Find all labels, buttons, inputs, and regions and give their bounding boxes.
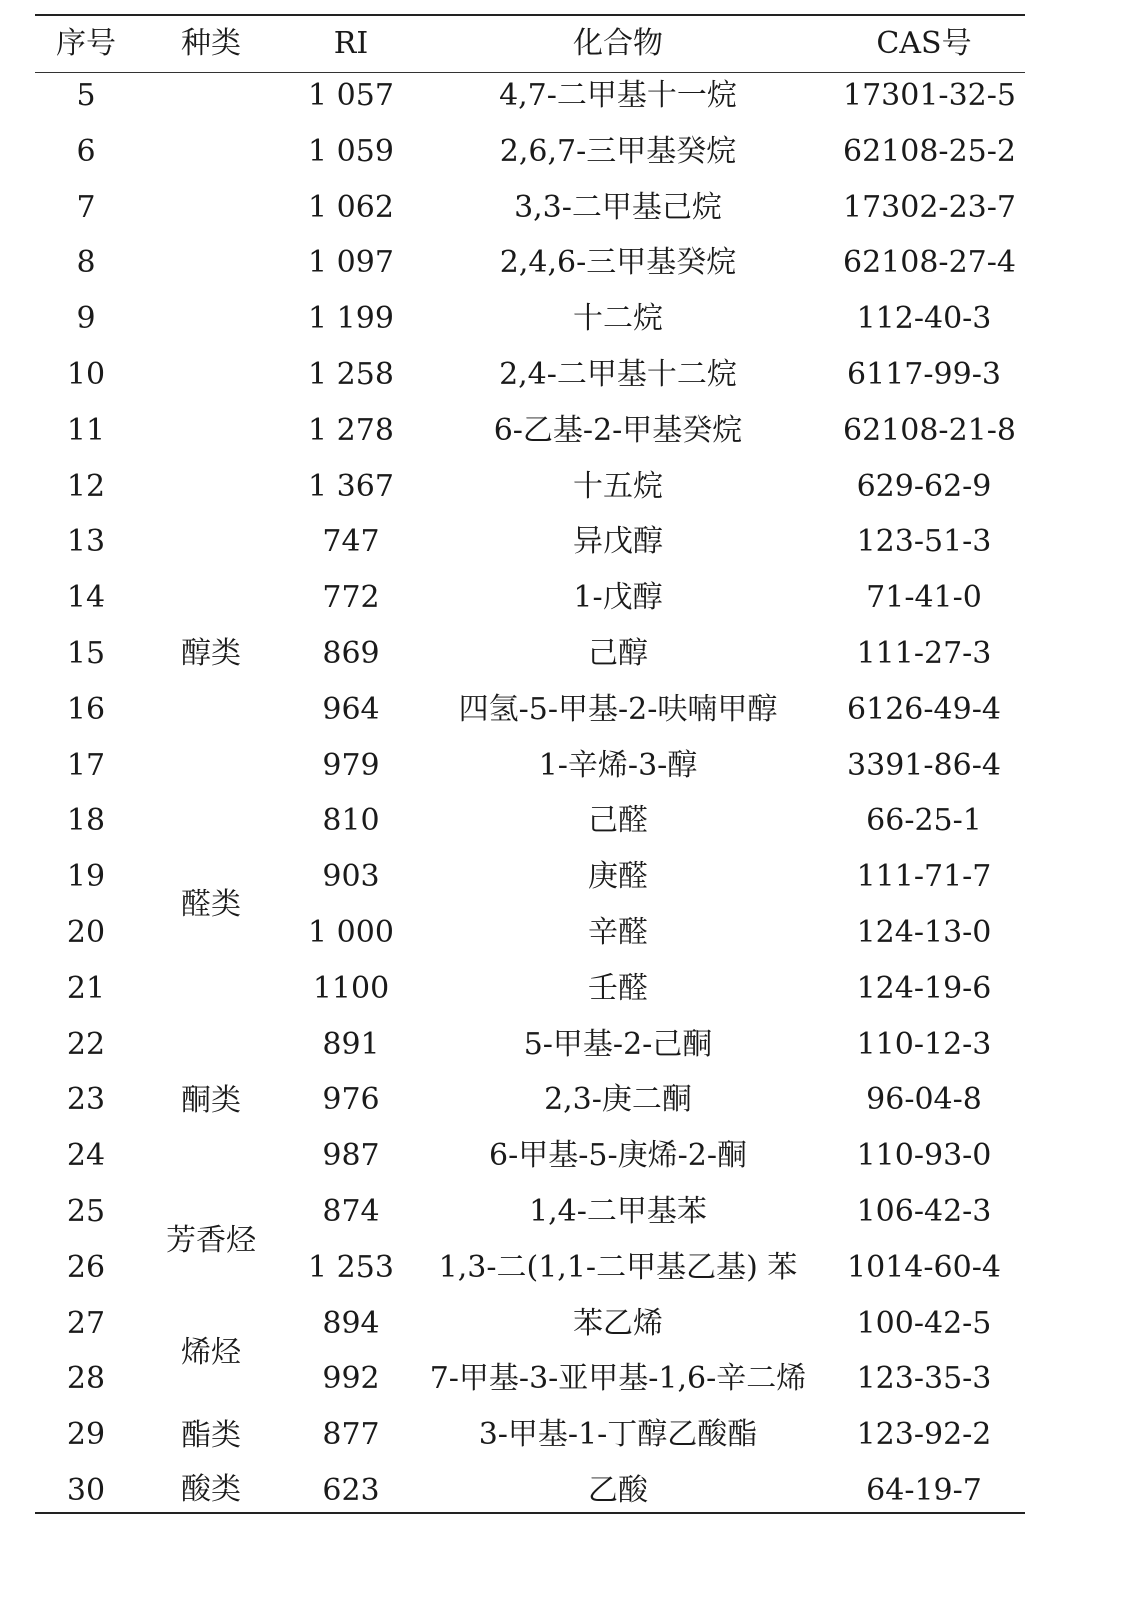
cell-seq: 9 [76,301,96,337]
cell-seq: 12 [66,468,106,504]
cell-seq: 29 [66,1417,106,1453]
group-label: 酮类 [181,1083,241,1118]
cell-ri: 1 062 [308,189,394,225]
cell-cas: 96-04-8 [866,1082,982,1118]
cell-compound: 十二烷 [573,301,663,337]
cell-seq: 5 [76,78,96,113]
cell-compound: 己醛 [588,803,648,839]
cell-compound: 2,6,7-三甲基癸烷 [499,133,737,169]
cell-ri: 772 [322,580,380,616]
cell-cas: 100-42-5 [856,1305,992,1341]
group-label: 酸类 [181,1472,241,1507]
header-kind: 种类 [181,26,241,61]
cell-cas: 66-25-1 [866,803,982,839]
cell-cas: 110-93-0 [856,1138,992,1174]
cell-compound: 乙酸 [588,1473,648,1508]
cell-ri: 869 [322,636,380,671]
group-label: 酯类 [181,1418,241,1453]
cell-cas: 17302-23-7 [843,189,1016,225]
cell-cas: 62108-27-4 [843,245,1016,281]
group-label: 芳香烃 [166,1223,256,1258]
cell-compound: 1,3-二(1,1-二甲基乙基) 苯 [438,1249,798,1285]
cell-seq: 25 [66,1194,106,1229]
cell-compound: 6-乙基-2-甲基癸烷 [493,412,743,448]
cell-cas: 124-19-6 [856,970,992,1006]
cell-seq: 22 [66,1026,106,1062]
cell-seq: 26 [66,1249,106,1285]
cell-seq: 28 [66,1361,106,1397]
cell-compound: 异戊醇 [573,524,663,560]
cell-cas: 1014-60-4 [847,1249,1001,1285]
cell-seq: 7 [76,189,96,225]
cell-compound: 7-甲基-3-亚甲基-1,6-辛二烯 [429,1361,807,1397]
cell-seq: 15 [66,636,106,671]
cell-cas: 112-40-3 [856,301,992,337]
cell-compound: 5-甲基-2-己酮 [523,1026,713,1062]
cell-compound: 4,7-二甲基十一烷 [499,78,737,113]
cell-cas: 123-35-3 [856,1361,992,1397]
cell-ri: 1100 [312,970,390,1006]
cell-seq: 16 [66,691,106,727]
group-label: 醛类 [181,887,241,922]
cell-compound: 庚醛 [588,859,648,895]
cell-compound: 1-戊醇 [573,580,663,616]
cell-seq: 27 [66,1305,106,1341]
cell-compound: 己醇 [588,636,648,671]
cell-seq: 17 [66,747,106,783]
cell-ri: 979 [322,747,380,783]
cell-compound: 壬醛 [588,970,648,1006]
cell-compound: 3-甲基-1-丁醇乙酸酯 [478,1417,758,1453]
cell-ri: 747 [322,524,380,560]
cell-cas: 64-19-7 [866,1473,982,1508]
cell-compound: 辛醛 [588,915,648,950]
header-seq: 序号 [56,26,116,61]
cell-ri: 976 [322,1082,380,1118]
group-label: 烯烃 [181,1335,241,1370]
cell-ri: 1 258 [308,357,394,392]
cell-ri: 964 [322,691,380,727]
cell-cas: 123-92-2 [856,1417,992,1453]
cell-seq: 21 [66,970,106,1006]
cell-compound: 2,4,6-三甲基癸烷 [499,245,737,281]
cell-seq: 8 [76,245,96,281]
group-label: 醇类 [181,636,241,671]
cell-ri: 1 000 [308,915,394,950]
cell-ri: 1 199 [308,301,394,337]
cell-seq: 18 [66,803,106,839]
header-ri: RI [333,26,369,61]
cell-seq: 13 [66,524,106,560]
cell-compound: 十五烷 [573,468,663,504]
cell-compound: 1,4-二甲基苯 [529,1194,707,1229]
cell-seq: 14 [66,580,106,616]
cell-seq: 30 [66,1473,106,1508]
cell-compound: 2,3-庚二酮 [544,1082,692,1118]
bottom-rule [35,1512,1025,1514]
cell-cas: 3391-86-4 [847,747,1001,783]
cell-cas: 111-71-7 [856,859,992,895]
cell-cas: 6117-99-3 [847,357,1001,392]
cell-ri: 810 [322,803,380,839]
cell-ri: 903 [322,859,380,895]
cell-ri: 1 097 [308,245,394,281]
cell-compound: 2,4-二甲基十二烷 [499,357,737,392]
cell-seq: 24 [66,1138,106,1174]
cell-ri: 1 057 [308,78,394,113]
cell-seq: 6 [76,133,96,169]
cell-seq: 10 [66,357,106,392]
cell-cas: 62108-25-2 [843,133,1016,169]
cell-cas: 62108-21-8 [843,412,1016,448]
cell-ri: 891 [322,1026,380,1062]
cell-cas: 71-41-0 [866,580,982,616]
cell-seq: 19 [66,859,106,895]
cell-ri: 623 [322,1473,380,1508]
cell-cas: 106-42-3 [856,1194,992,1229]
cell-seq: 23 [66,1082,106,1118]
cell-cas: 110-12-3 [856,1026,992,1062]
cell-seq: 11 [66,412,106,448]
header-compound: 化合物 [573,26,663,61]
cell-ri: 1 059 [308,133,394,169]
cell-cas: 6126-49-4 [847,691,1001,727]
cell-compound: 苯乙烯 [573,1305,663,1341]
cell-ri: 1 367 [308,468,394,504]
cell-compound: 1-辛烯-3-醇 [538,747,698,783]
cell-ri: 1 278 [308,412,394,448]
cell-ri: 874 [322,1194,380,1229]
cell-cas: 123-51-3 [856,524,992,560]
header-cas: CAS号 [876,26,972,61]
cell-compound: 6-甲基-5-庚烯-2-酮 [489,1138,747,1174]
cell-cas: 17301-32-5 [843,78,1016,113]
cell-ri: 992 [322,1361,380,1397]
cell-compound: 四氢-5-甲基-2-呋喃甲醇 [458,691,778,727]
cell-compound: 3,3-二甲基己烷 [514,189,722,225]
cell-cas: 124-13-0 [856,915,992,950]
cell-cas: 629-62-9 [856,468,992,504]
cell-ri: 987 [322,1138,380,1174]
cell-ri: 1 253 [308,1249,394,1285]
cell-cas: 111-27-3 [856,636,992,671]
cell-ri: 877 [322,1417,380,1453]
cell-ri: 894 [322,1305,380,1341]
cell-seq: 20 [66,915,106,950]
